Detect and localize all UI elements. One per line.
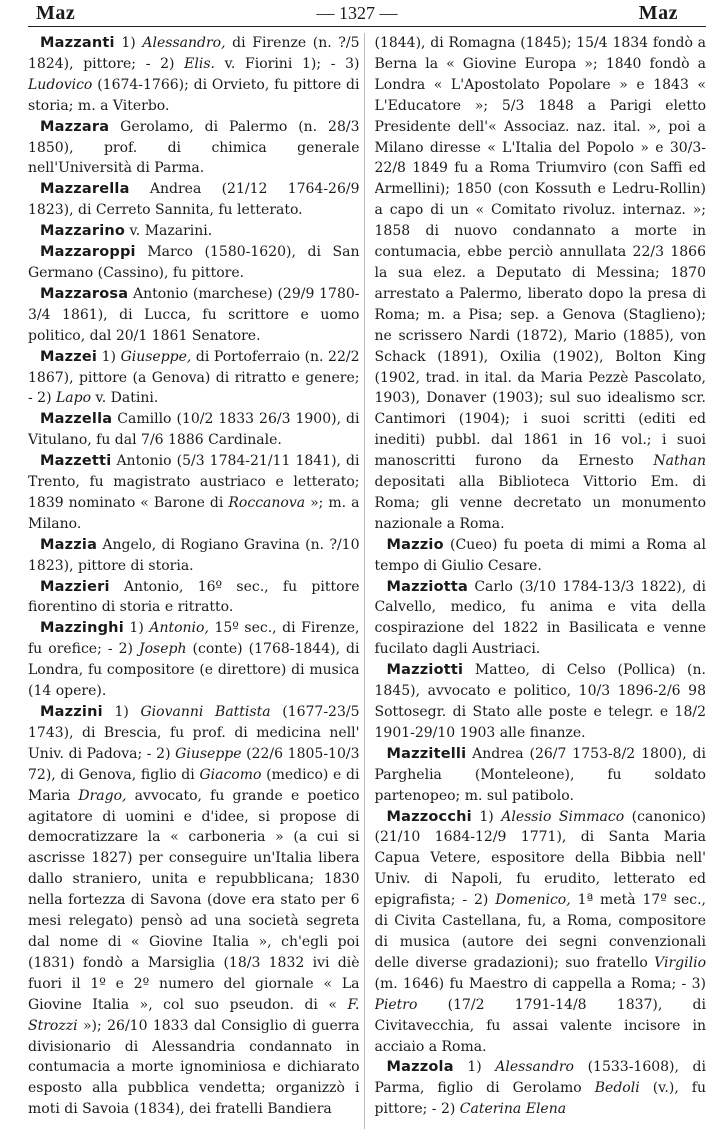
right-column [375, 33, 707, 1129]
entry-text: Angelo, di Rogiano Gravina (n. ?/10 1823), pittore di storia. [28, 536, 360, 574]
entry-text: v. Mazarini. [125, 223, 213, 240]
italic-text: Elis. [184, 55, 215, 72]
entry-headword: Mazzio [386, 536, 444, 553]
entry-text: (1677-23/5 1743), di Brescia, fu prof. di medicina nell' Univ. di Padova; - 2) [28, 704, 360, 762]
italic-text: Antonio, [149, 620, 209, 637]
entry-text: v. Datini. [91, 390, 159, 407]
italic-text: Drago, [78, 787, 127, 804]
entry-headword: Mazzarino [40, 223, 126, 240]
entry-text: Marco (1580-1620), di San Germano (Cassino), fu pittore. [28, 244, 360, 281]
entry-text: di Firenze (n. ?/5 1824), pittore; - 2) [28, 35, 360, 72]
entry-text: 1) [114, 35, 143, 51]
italic-text: Ludovico [28, 76, 93, 93]
entry-headword: Mazzitelli [386, 745, 467, 762]
italic-text: Alessio Simmaco [501, 808, 625, 825]
entry-text: Antonio (5/3 1784-21/11 1841), di Trento, fu magistrato austriaco e letterato; 1839 nominato « Barone di [28, 453, 360, 511]
italic-text: Giovanni Battista [140, 704, 271, 720]
entry-text: Antonio, 16º sec., fu pittore fiorentino di storia e ritratto. [28, 578, 360, 616]
dictionary-entry [28, 242, 360, 284]
entry-headword: Mazzieri [40, 578, 110, 595]
header-left-word: Maz [36, 2, 76, 24]
italic-text: Pietro [374, 996, 418, 1013]
italic-text: Giacomo [199, 766, 262, 783]
entry-headword: Mazzaroppi [40, 244, 136, 261]
dictionary-entry [28, 117, 360, 180]
entry-headword: Mazzella [40, 411, 113, 428]
entry-text: (medico) e di Maria [28, 766, 360, 804]
entry-text: Matteo, di Celso (Pollica) (n. 1845), avvocato e politico, 10/3 1896-2/6 98 Sottosegr. di Stato alle poste e telegr. e 18/2 1901-29/10 1903 alle finanze. [374, 662, 706, 741]
entry-headword: Mazzei [40, 348, 98, 365]
entry-text: 1ª metà 17º sec., di Civita Castellana, fu, a Roma, compositore di musica (autore dei segni convenzionali delle diverse gradazioni); suo fratello [374, 892, 706, 971]
entry-headword: Mazzarosa [40, 285, 129, 302]
entry-text: depositati alla Biblioteca Vittorio Em. di Roma; gli venne decretato un monumento nazionale a Roma. [374, 474, 706, 532]
italic-text: Alessandro, [142, 35, 226, 51]
entry-text: Andrea (21/12 1764-26/9 1823), di Cerreto Sannita, fu letterato. [28, 181, 360, 219]
entry-text: 1) [123, 620, 150, 637]
entry-text: Camillo (10/2 1833 26/3 1900), di Vitulano, fu dal 7/6 1886 Cardinale. [28, 411, 360, 449]
entry-text: 1) [97, 348, 121, 365]
dictionary-entry [375, 660, 707, 744]
entry-text: Andrea (26/7 1753-8/2 1800), di Parghelia (Monteleone), fu soldato partenopeo; m. sul patibolo. [374, 745, 706, 804]
entry-headword: Mazzarella [40, 181, 130, 198]
italic-text: Giuseppe, [120, 348, 192, 365]
italic-text: F. Strozzi [28, 996, 360, 1034]
entry-headword: Mazziotti [386, 662, 464, 679]
entry-text: 1) [102, 704, 141, 720]
page-number: — 1327 — [316, 3, 398, 23]
entry-headword: Mazzanti [40, 35, 115, 51]
dictionary-entry [28, 451, 360, 535]
dictionary-entry [28, 409, 360, 451]
entry-headword: Mazziotta [386, 578, 468, 595]
dictionary-entry [28, 221, 360, 242]
entry-headword: Mazzini [40, 704, 103, 720]
italic-text: Joseph [139, 641, 187, 658]
entry-text: 1) [453, 1059, 496, 1076]
entry-headword: Mazzara [40, 118, 110, 135]
entry-text: »; m. a Milano. [28, 494, 360, 532]
entry-headword: Mazzinghi [40, 620, 124, 637]
italic-text: Lapo [56, 390, 92, 407]
dictionary-entry [28, 618, 360, 702]
dictionary-entry [28, 179, 360, 221]
dictionary-entry [375, 33, 707, 535]
dictionary-entry [375, 535, 707, 577]
entry-text: Antonio (marchese) (29/9 1780-3/4 1861), di Lucca, fu scrittore e uomo politico, dal 20/1 1861 Senatore. [28, 285, 360, 344]
entry-text: Carlo (3/10 1784-13/3 1822), di Calvello, medico, fu anima e vita della cospirazione del 1822 in Basilicata e venne fucilato dagli Austriaci. [374, 578, 706, 658]
entry-text: 15º sec., di Firenze, fu orefice; - 2) [28, 620, 360, 658]
italic-text: Nathan [653, 453, 706, 470]
dictionary-entry [375, 1057, 707, 1120]
entry-text: Gerolamo, di Palermo (n. 28/3 1850), prof. di chimica generale nell'Università di Parma. [28, 118, 360, 177]
entry-text: di Portoferraio (n. 22/2 1867), pittore (a Genova) di ritratto e genere; - 2) [28, 348, 360, 407]
entry-text: (17/2 1791-14/8 1837), di Civitavecchia, fu assai valente incisore in acciaio a Roma. [374, 996, 706, 1055]
text-columns [28, 33, 706, 1129]
entry-text: v. Fiorini 1); - 3) [214, 55, 360, 72]
entry-headword: Mazzetti [40, 453, 112, 470]
entry-text: »); 26/10 1833 dal Consiglio di guerra divisionario di Alessandria condannato in contumacia a morte ignominiosa e dichiarato esposto alla pubblica vendetta; organizzò i moti di Savoia (1834), dei fratelli Bandiera [28, 1017, 360, 1118]
entry-headword: Mazzola [386, 1059, 454, 1076]
italic-text: Alessandro [495, 1059, 574, 1076]
entry-text: (v.), fu pittore; - 2) [374, 1080, 706, 1118]
entry-text: (1674-1766); di Orvieto, fu pittore di storia; m. a Viterbo. [28, 76, 360, 114]
entry-text: (22/6 1805-10/3 72), di Genova, figlio di [28, 745, 360, 783]
dictionary-entry [28, 577, 360, 619]
italic-text: Virgilio [654, 954, 706, 971]
dictionary-entry [28, 33, 360, 117]
italic-text: Domenico, [495, 892, 571, 909]
italic-text: Bedoli [594, 1080, 640, 1097]
entry-headword: Mazzocchi [386, 808, 472, 825]
dictionary-entry [375, 807, 707, 1058]
entry-text: (canonico) (21/10 1684-12/9 1771), di Santa Maria Capua Vetere, espositore della Bibbia nell' Univ. di Napoli, fu erudito, letterato ed epigrafista; - 2) [374, 808, 706, 909]
entry-text: (conte) (1768-1844), di Londra, fu compositore (e direttore) di musica (14 opere). [28, 641, 360, 700]
entry-text: (1533-1608), di Parma, figlio di Gerolamo [374, 1059, 706, 1097]
header-right-word: Maz [638, 2, 678, 24]
entry-headword: Mazzia [40, 536, 98, 553]
page-header [28, 2, 706, 27]
dictionary-entry [28, 284, 360, 347]
dictionary-entry [28, 702, 360, 1120]
entry-text: (m. 1646) fu Maestro di cappella a Roma; - 3) [374, 975, 706, 992]
entry-text: (1844), di Romagna (1845); 15/4 1834 fondò a Berna la « Giovine Europa »; 1840 fondò a Londra « L'Apostolato Popolare » e 1843 « L'Educatore »; 5/3 1848 a Parigi eletto Presidente dell'« Associaz. naz. ital. », poi a Milano diresse « L'Italia del Popolo » e 30/3-22/8 1849 fu a Roma Triumviro (con Saffi ed Armellini); 1850 (con Kossuth e Ledru-Rollin) a capo di un « Comitato rivoluz. internaz. »; 1858 di nuovo condannato a morte in contumacia, ebbe perciò annullata 22/3 1866 la sua elez. a Deputato di Messina; 1870 arrestato a Palermo, liberato dopo la presa di Roma; m. a Pisa; sep. a Genova (Staglieno); ne scrissero Nardi (1872), Mario (1885), von Schack (1891), Oxilia (1902), Bolton King (1902, trad. in ital. da Maria Pezzè Pascolato, 1903), Donaver (1903); sul suo idealismo scr. Cantimori (1904); i suoi scritti (editi ed inediti) pubbl. dal 1861 in 16 vol.; i suoi manoscritti furono da Ernesto [374, 35, 706, 470]
dictionary-entry [375, 744, 707, 807]
dictionary-entry [28, 535, 360, 577]
left-column [28, 33, 365, 1129]
entry-text: avvocato, fu grande e poetico agitatore di uomini e d'idee, si propose di democratizzare la « carboneria » (a cui si ascrisse 1827) per conseguire un'Italia libera dallo straniero, unita e repubblicana; 1830 nella fortezza di Savona (dove era stato per 6 mesi relegato) pensò ad una società segreta dal nome di « Giovine Italia », ch'egli poi (1831) fondò a Marsiglia (18/3 1832 ivi diè fuori il 1º e 2º numero del giornale « La Giovine Italia », col suo pseudon. di « [28, 787, 360, 1013]
italic-text: Caterina Elena [459, 1101, 567, 1118]
italic-text: Roccanova [228, 494, 306, 511]
italic-text: Giuseppe [175, 745, 242, 762]
entry-text: 1) [471, 808, 502, 825]
dictionary-entry [375, 577, 707, 661]
entry-text: (Cueo) fu poeta di mimi a Roma al tempo di Giulio Cesare. [374, 536, 706, 574]
dictionary-entry [28, 347, 360, 410]
